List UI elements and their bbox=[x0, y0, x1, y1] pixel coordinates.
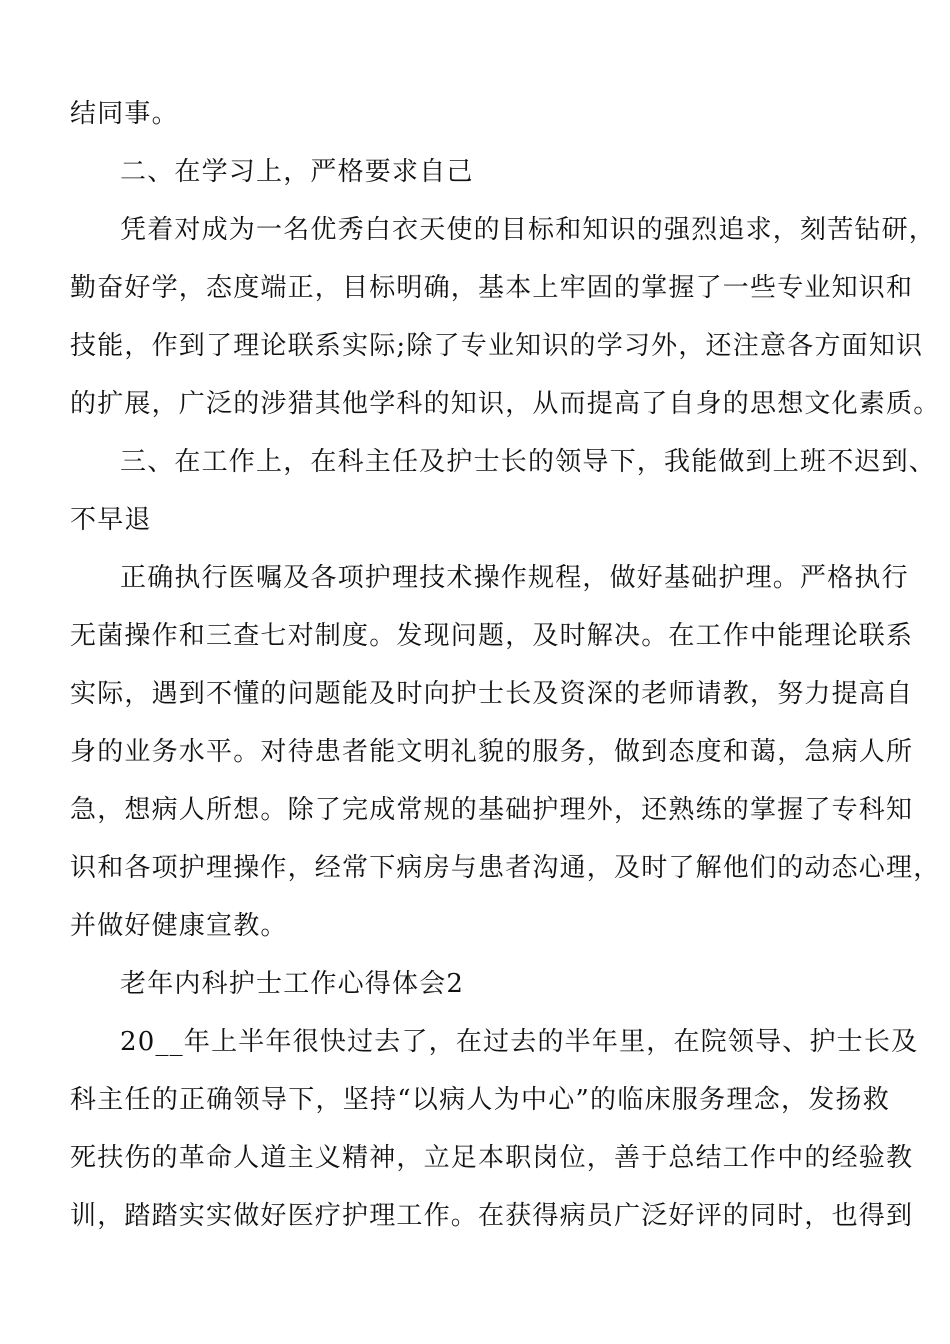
paragraph-line: 急，想病人所想。除了完成常规的基础护理外，还熟练的掌握了专科知 bbox=[70, 795, 914, 825]
article-title: 老年内科护士工作心得体会2 bbox=[120, 969, 465, 999]
section-heading: 二、在学习上，严格要求自己 bbox=[120, 157, 474, 187]
paragraph-line: 科主任的正确领导下，坚持“以病人为中心”的临床服务理念，发扬救 bbox=[70, 1085, 890, 1115]
paragraph-line: 无菌操作和三查七对制度。发现问题，及时解决。在工作中能理论联系 bbox=[70, 621, 914, 651]
paragraph-line: 结同事。 bbox=[70, 99, 179, 129]
paragraph-line: 死扶伤的革命人道主义精神，立足本职岗位，善于总结工作中的经验教 bbox=[70, 1143, 914, 1173]
paragraph-line: 实际，遇到不懂的问题能及时向护士长及资深的老师请教，努力提高自 bbox=[70, 679, 914, 709]
paragraph-line: 正确执行医嘱及各项护理技术操作规程，做好基础护理。严格执行 bbox=[120, 563, 909, 593]
paragraph-line: 凭着对成为一名优秀白衣天使的目标和知识的强烈追求，刻苦钻研， bbox=[120, 215, 937, 245]
paragraph-line: 并做好健康宣教。 bbox=[70, 911, 288, 941]
section-heading: 三、在工作上，在科主任及护士长的领导下，我能做到上班不迟到、 bbox=[120, 447, 937, 477]
paragraph-line: 20__年上半年很快过去了，在过去的半年里，在院领导、护士长及 bbox=[120, 1027, 919, 1057]
paragraph-line: 勤奋好学，态度端正，目标明确，基本上牢固的掌握了一些专业知识和 bbox=[70, 273, 914, 303]
paragraph-line: 身的业务水平。对待患者能文明礼貌的服务，做到态度和蔼，急病人所 bbox=[70, 737, 914, 767]
paragraph-line: 训，踏踏实实做好医疗护理工作。在获得病员广泛好评的同时，也得到 bbox=[70, 1201, 914, 1231]
paragraph-line: 识和各项护理操作，经常下病房与患者沟通，及时了解他们的动态心理， bbox=[70, 853, 941, 883]
paragraph-line: 不早退 bbox=[70, 505, 152, 535]
paragraph-line: 技能，作到了理论联系实际;除了专业知识的学习外，还注意各方面知识 bbox=[70, 331, 924, 361]
paragraph-line: 的扩展，广泛的涉猎其他学科的知识，从而提高了自身的思想文化素质。 bbox=[70, 389, 941, 419]
